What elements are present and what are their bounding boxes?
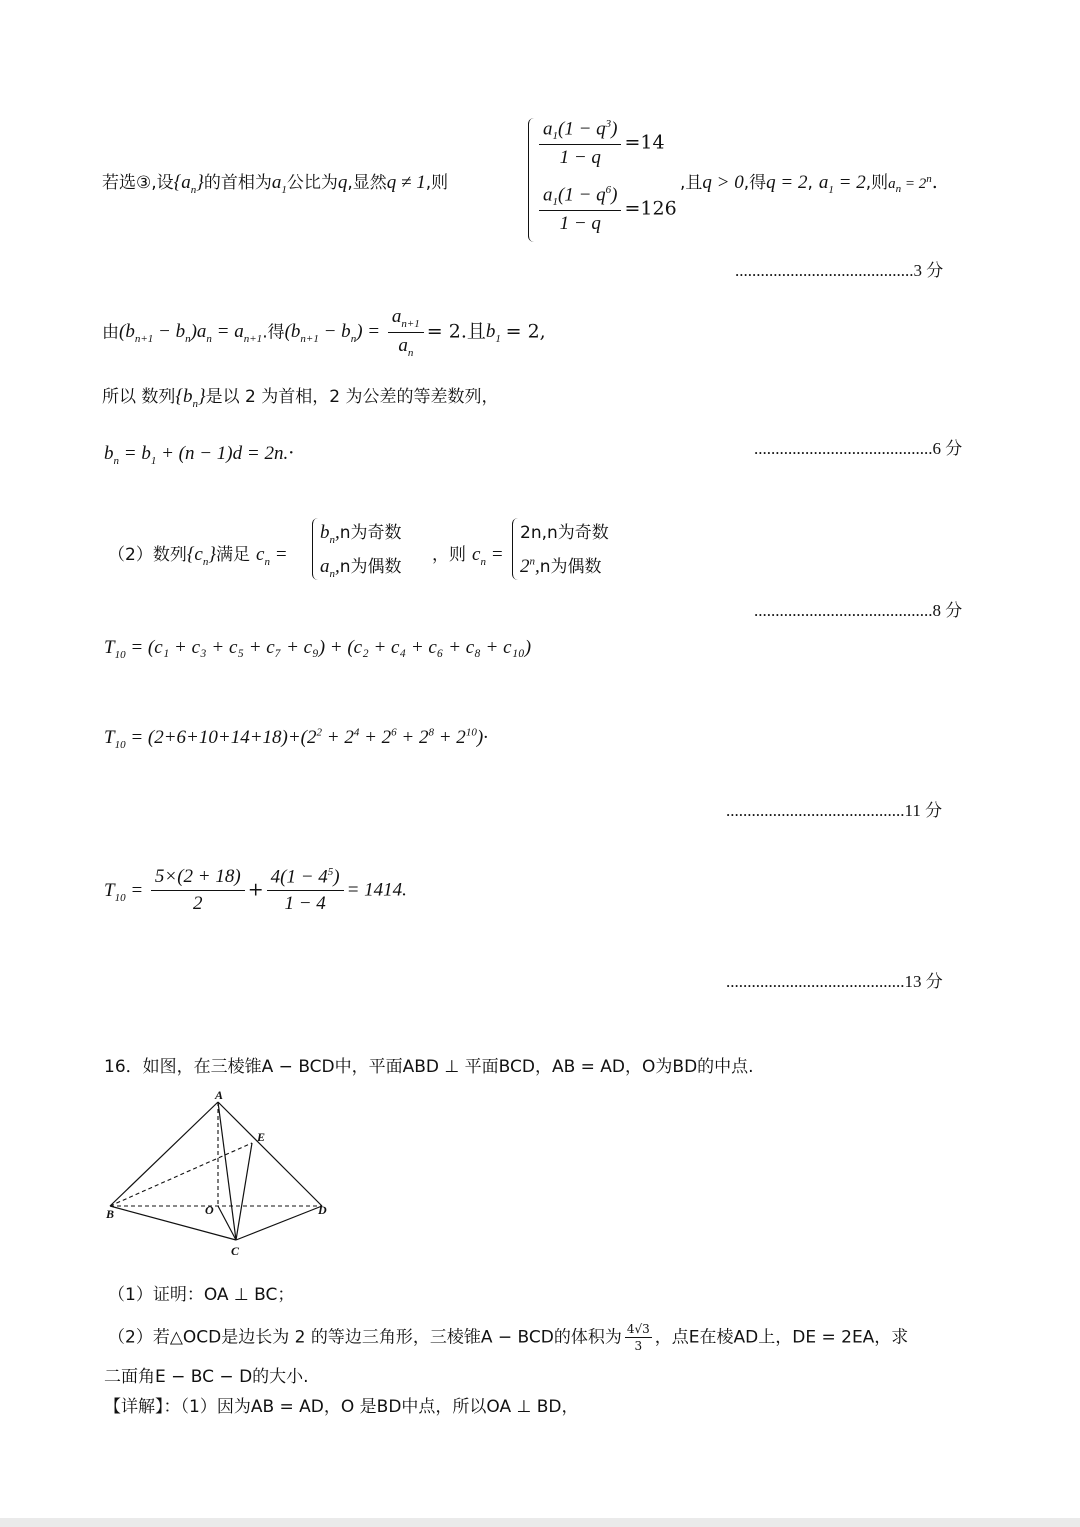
label-E: E <box>257 1130 266 1144</box>
b-tail: = 2.且 <box>426 320 486 343</box>
part2-satisfies: 满足 <box>215 545 250 565</box>
choice3-mid2: 公比为 <box>286 173 338 193</box>
choice3-mid4: ,则 <box>425 173 449 193</box>
t10-line2: $T_{10} = (2+6+10+14+18)+(2^2 + 2^4 + 2^6 + 2^8 + 2^{10})\cdot$ <box>104 726 488 751</box>
b-expr: $(b_{n+1} - b_n)a_n = a_{n+1}$ <box>119 321 263 346</box>
cn-case-odd: $b_n,n$为奇数 <box>320 522 402 546</box>
volume-fraction <box>625 1322 652 1353</box>
frac-arith: $\frac{5\times(2 + 18)}{2}$ <box>151 866 245 915</box>
so-prefix: 所以 数列 <box>102 387 176 407</box>
eq2-fraction: $\frac{a_1(1 - q^6)}{1 - q}$ <box>539 184 621 235</box>
so-line <box>102 382 498 410</box>
choice3-mid3: ,显然 <box>347 173 387 193</box>
q16-stem-text: 16．如图，在三棱锥A − BCD中，平面ABD ⊥ 平面BCD，AB = AD，O为BD的中点. <box>104 1057 754 1077</box>
then-label: ，则 <box>432 545 466 565</box>
score-13: ..........................................13 分 <box>726 972 943 991</box>
q16-part2-b: ，点E在棱AD上，DE = 2EA，求 <box>654 1327 909 1348</box>
q16-part1-text: （1）证明：OA ⊥ BC； <box>108 1285 295 1305</box>
then-cn: ，则 $c_n$ = <box>432 544 504 568</box>
edge-AD <box>218 1102 322 1206</box>
cn-set: $\{c_n\}$ <box>186 544 216 568</box>
cn-case-even: $a_n,n$为偶数 <box>320 556 402 580</box>
score-8: ..........................................8 分 <box>754 601 963 620</box>
choice3-prefix: 若选③,设 <box>102 173 174 193</box>
t10-expr1: = (c₁ + c₃ + c₅ + c₇ + c₉) + (c₂ + c₄ + c₆ + c₈ + c₁₀) <box>130 637 532 658</box>
eq2-rhs: =126 <box>624 197 677 220</box>
q16-detail-text: 【详解】：（1）因为AB = AD，O 是BD中点，所以OA ⊥ BD， <box>104 1397 579 1417</box>
q16-part1 <box>108 1280 294 1305</box>
edge-AB <box>110 1102 218 1206</box>
label-O: O <box>205 1203 214 1217</box>
t10-result: = 1414. <box>346 879 407 901</box>
q16-part2 <box>108 1322 908 1353</box>
part2-label: （2）数列 <box>108 545 187 565</box>
frac-geo: $\frac{4(1 - 4^5)}{1 - 4}$ <box>267 866 344 915</box>
tail-4: ,则 <box>865 173 889 193</box>
q-gt-0: q > 0 <box>702 172 744 193</box>
vol-num: 4√3 <box>626 1322 650 1336</box>
b1-symbol: $b_1$ <box>485 321 501 346</box>
score-11: ..........................................11 分 <box>726 801 943 820</box>
t10-expr2a: = (2+6+10+14+18)+( <box>130 727 307 748</box>
page-bottom-edge <box>0 1518 1080 1527</box>
an-formula: $a_n = 2^n$ <box>888 173 932 195</box>
choice3-line <box>102 168 448 196</box>
edge-CD <box>236 1206 322 1240</box>
a1-symbol: $a_1$ <box>271 172 287 196</box>
q-eq-2: q = 2 <box>766 172 808 193</box>
even-label-2: n为偶数 <box>539 557 602 577</box>
score-3: ..........................................3 分 <box>735 261 944 280</box>
eq1-rhs: =14 <box>624 131 665 154</box>
bn-set: $\{b_n\}$ <box>175 386 206 410</box>
bn-general: $b_n = b_1 + (n - 1)d$ <box>104 443 247 467</box>
choice3-tail: ,且q > 0,得q = 2, $a_1 = 2$,则$a_n = 2^n$. <box>680 171 938 196</box>
q16-part2-c: 二面角E − BC − D的大小. <box>104 1367 309 1387</box>
t10-powers: $2^2 + 2^4 + 2^6 + 2^8 + 2^{10}$ <box>307 726 477 748</box>
bn-formula-line: $b_n = b_1 + (n - 1)d = 2n.\cdot$ <box>104 442 295 467</box>
q16-part2-cont <box>104 1362 309 1387</box>
q16-detail <box>104 1392 579 1417</box>
vol-den: 3 <box>634 1339 643 1353</box>
even-label: n为偶数 <box>339 557 402 577</box>
two-n-odd: 2n,n为奇数 <box>520 523 609 543</box>
so-suffix: 是以 2 为首相，2 为公差的等差数列， <box>205 387 499 407</box>
tail-3: , <box>807 173 813 193</box>
system-eq2 <box>536 184 677 235</box>
b-mid: .得 <box>262 322 285 343</box>
a1-eq-2: $a_1 = 2$ <box>818 172 866 196</box>
cn-case2-odd <box>520 518 609 543</box>
b-diff: $(b_{n+1} - b_n)$ = <box>284 321 385 346</box>
edge-EC <box>236 1143 252 1240</box>
edge-BC <box>110 1206 236 1240</box>
cn-eq: $c_n$ = <box>256 544 288 568</box>
bn-recurrence-line <box>102 306 546 359</box>
label-A: A <box>215 1088 224 1102</box>
part2-line <box>108 540 288 568</box>
label-C: C <box>231 1244 240 1258</box>
an-set: $\{a_n\}$ <box>173 172 204 196</box>
eq1-fraction: $\frac{a_1(1 - q^3)}{1 - q}$ <box>539 118 621 169</box>
t10-line3: $T_{10}$ = $\frac{5\times(2 + 18)}{2}$ + $\frac{4(1 - 4^5)}{1 - 4}$ = 1414. <box>104 866 407 915</box>
odd-label: n为奇数 <box>339 523 402 543</box>
t10-line1: $T_{10} = (c_1 + c_3 + c_5 + c_7 + c_9) + (c_2 + c_4 + c_6 + c_8 + c_{10})$ <box>104 637 532 661</box>
system-eq1 <box>536 118 665 169</box>
ratio-fraction: $\frac{a_{n+1}}{a_n}$ <box>388 306 424 359</box>
score-6: ..........................................6 分 <box>754 439 963 458</box>
b-prefix: 由 <box>102 322 119 343</box>
q-ne-1: q ≠ 1 <box>386 172 426 193</box>
cn-case2-even: 2$^n$,n为偶数 <box>520 555 602 577</box>
q16-stem <box>104 1052 754 1077</box>
q-symbol: q <box>337 172 348 193</box>
pyramid-figure <box>100 1088 340 1260</box>
label-D: D <box>318 1203 327 1217</box>
bn-result: = 2n. <box>246 443 289 464</box>
tail-2: ,得 <box>743 173 767 193</box>
edge-AC <box>218 1102 236 1240</box>
choice3-mid1: 的首相为 <box>203 173 272 193</box>
tail-1: ,且 <box>680 173 703 193</box>
q16-part2-a: （2）若△OCD是边长为 2 的等边三角形，三棱锥A − BCD的体积为 <box>108 1327 622 1348</box>
t10-expr2b: )· <box>476 727 488 748</box>
label-B: B <box>106 1207 115 1221</box>
b-end: = 2, <box>505 320 546 343</box>
